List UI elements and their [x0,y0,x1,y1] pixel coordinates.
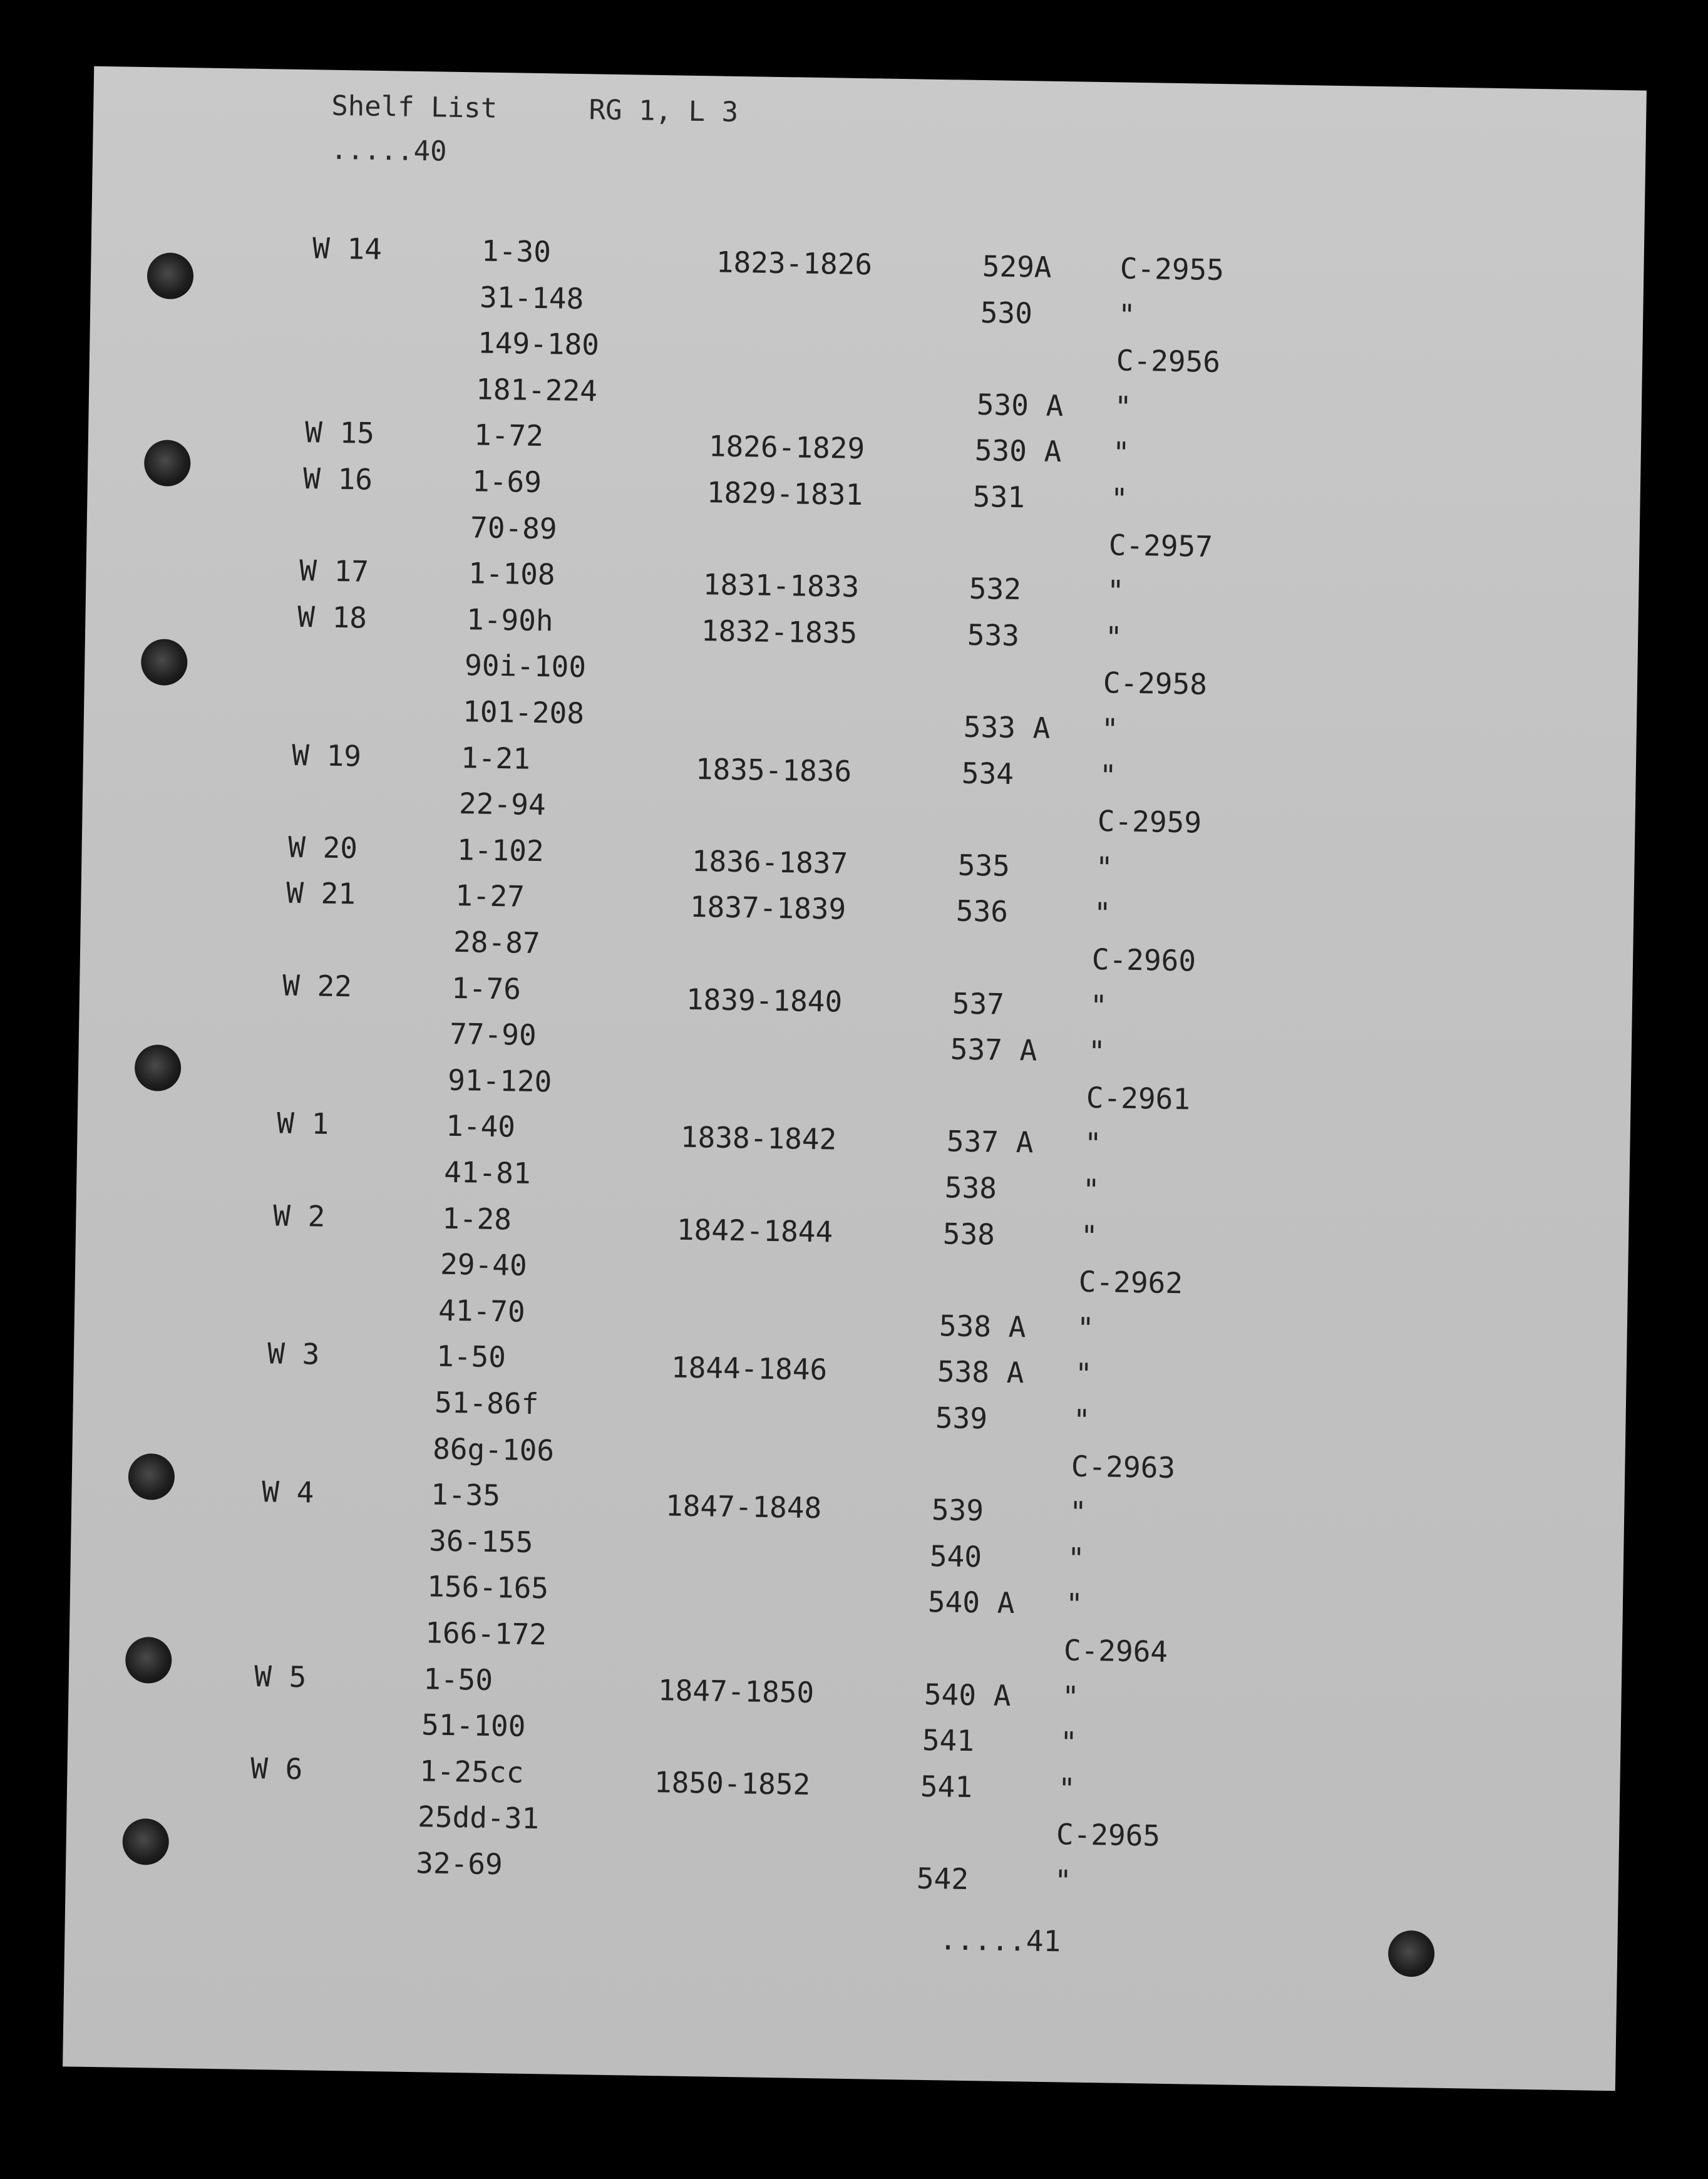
year-range: 1844-1846 [671,1350,828,1387]
item-range: 1-76 [451,971,522,1006]
item-range: 41-81 [443,1155,532,1190]
binder-hole-icon [125,1637,172,1684]
binder-hole-icon [141,639,188,686]
series-label: W 18 [297,599,368,635]
volume-number: 539 [931,1493,984,1528]
series-label: W 16 [302,461,373,497]
binder-hole-icon [1388,1930,1435,1977]
volume-number: 541 [920,1769,973,1804]
volume-number: 535 [957,848,1011,883]
microfilm-reel: C-2962 [1078,1264,1183,1301]
item-range: 36-155 [428,1523,533,1559]
binder-hole-icon [144,440,191,487]
volume-number: 530 A [974,433,1062,469]
microfilm-reel: " [1080,1218,1099,1253]
shelf-list-title: Shelf List [331,90,498,125]
series-label: W 17 [299,554,369,589]
microfilm-reel: " [1104,619,1123,654]
microfilm-reel: " [1114,389,1132,424]
item-range: 90i-100 [464,648,587,684]
volume-number: 533 [967,617,1020,652]
microfilm-reel: " [1057,1771,1076,1806]
item-range: 1-21 [460,740,531,776]
binder-hole-icon [135,1044,182,1091]
series-label: W 4 [261,1475,314,1510]
microfilm-reel: " [1067,1541,1086,1575]
item-range: 1-50 [436,1339,507,1374]
volume-number: 540 A [927,1585,1015,1620]
volume-number: 531 [972,479,1026,515]
binder-hole-icon [128,1453,175,1500]
microfilm-reel: " [1061,1679,1080,1714]
year-range: 1850-1852 [654,1764,811,1801]
item-range: 156-165 [426,1569,549,1605]
item-range: 1-108 [468,556,556,592]
volume-number: 540 [929,1538,982,1574]
series-label: W 22 [282,968,352,1003]
item-range: 1-40 [445,1109,516,1144]
item-range: 1-25cc [419,1754,524,1790]
item-range: 25dd-31 [417,1800,540,1836]
volume-number: 532 [969,571,1022,607]
year-range: 1842-1844 [676,1212,833,1249]
series-label: W 3 [267,1336,320,1372]
item-range: 86g-106 [432,1431,555,1468]
item-range: 1-102 [456,832,545,868]
year-range: 1835-1836 [695,751,852,788]
microfilm-reel: C-2956 [1116,343,1221,379]
year-range: 1838-1842 [680,1120,837,1156]
microfilm-reel: C-2961 [1086,1080,1191,1116]
year-range: 1832-1835 [701,613,858,650]
microfilm-reel: " [1099,758,1117,793]
microfilm-reel: C-2964 [1063,1633,1168,1669]
item-range: 91-120 [447,1063,552,1099]
item-range: 1-35 [430,1477,501,1513]
microfilm-reel: C-2959 [1097,804,1202,840]
item-range: 32-69 [415,1846,503,1882]
item-range: 1-69 [471,464,542,500]
volume-number: 541 [922,1723,975,1758]
microfilm-reel: C-2960 [1091,942,1196,978]
volume-number: 537 A [946,1124,1034,1160]
continued-to: .....41 [939,1922,1061,1959]
volume-number: 530 A [976,387,1064,423]
item-range: 1-90h [466,602,554,638]
item-range: 101-208 [462,694,585,731]
microfilm-reel: C-2955 [1119,251,1225,287]
item-range: 28-87 [453,924,541,961]
document-page [63,66,1647,2091]
series-label: W 2 [272,1198,326,1234]
item-range: 1-72 [473,418,544,453]
microfilm-reel: " [1088,1034,1106,1069]
item-range: 29-40 [440,1247,528,1283]
volume-number: 540 A [923,1677,1011,1713]
item-range: 1-28 [441,1201,512,1237]
year-range: 1829-1831 [706,475,863,512]
year-range: 1831-1833 [702,567,860,604]
volume-number: 534 [961,756,1014,791]
microfilm-reel: " [1110,482,1128,516]
microfilm-reel: " [1089,988,1108,1023]
document-header [331,90,739,128]
item-range: 22-94 [458,786,547,822]
microfilm-reel: " [1095,850,1113,885]
record-group: RG 1, L 3 [589,94,739,128]
year-range: 1823-1826 [716,245,873,282]
item-range: 166-172 [424,1615,547,1652]
volume-number: 529A [982,249,1052,284]
microfilm-reel: " [1069,1495,1088,1530]
item-range: 149-180 [477,326,600,362]
microfilm-reel: C-2958 [1103,666,1208,702]
series-label: W 5 [254,1659,307,1694]
microfilm-reel: " [1074,1356,1093,1391]
volume-number: 538 A [939,1308,1026,1344]
microfilm-reel: " [1082,1172,1101,1207]
year-range: 1847-1848 [665,1488,822,1525]
series-label: W 19 [291,738,362,773]
microfilm-reel: " [1084,1126,1103,1161]
microfilm-reel: " [1112,435,1130,470]
year-range: 1836-1837 [691,843,848,880]
item-range: 77-90 [449,1017,537,1053]
volume-number: 538 [944,1170,997,1205]
microfilm-reel: " [1118,297,1136,332]
volume-number: 539 [935,1401,988,1436]
microfilm-reel: " [1106,574,1124,608]
volume-number: 530 [980,295,1033,330]
item-range: 1-27 [455,878,525,914]
volume-number: 537 A [950,1032,1037,1068]
microfilm-reel: C-2957 [1108,527,1213,564]
item-range: 51-100 [421,1708,526,1744]
volume-number: 533 A [963,709,1051,745]
series-label: W 21 [286,876,356,911]
microfilm-reel: " [1073,1403,1091,1437]
item-range: 1-50 [423,1661,493,1697]
microfilm-reel: C-2963 [1071,1449,1176,1485]
year-range: 1826-1829 [708,429,865,466]
volume-number: 542 [916,1861,969,1897]
volume-number: 536 [955,894,1009,929]
microfilm-reel: " [1059,1725,1078,1759]
microfilm-reel: C-2965 [1056,1817,1161,1853]
binder-hole-icon [122,1818,169,1865]
volume-number: 537 [952,986,1005,1021]
series-label: W 14 [312,231,383,266]
year-range: 1837-1839 [689,890,846,927]
year-range: 1839-1840 [686,982,843,1019]
microfilm-reel: " [1101,712,1119,746]
item-range: 181-224 [475,372,598,408]
item-range: 41-70 [438,1293,526,1329]
item-range: 1-30 [481,234,552,269]
microfilm-reel: " [1076,1311,1095,1345]
item-range: 31-148 [479,280,584,316]
series-label: W 20 [287,830,358,865]
microfilm-reel: " [1054,1863,1073,1898]
item-range: 51-86f [434,1385,539,1421]
volume-number: 538 [942,1216,995,1252]
volume-number: 538 A [937,1354,1024,1390]
binder-hole-icon [147,252,193,299]
item-range: 70-89 [470,510,558,546]
series-label: W 1 [276,1106,329,1141]
series-label: W 6 [250,1751,303,1786]
series-label: W 15 [304,415,375,451]
continued-from: .....40 [330,133,448,168]
microfilm-reel: " [1065,1587,1084,1622]
microfilm-reel: " [1093,896,1112,930]
year-range: 1847-1850 [657,1672,815,1709]
